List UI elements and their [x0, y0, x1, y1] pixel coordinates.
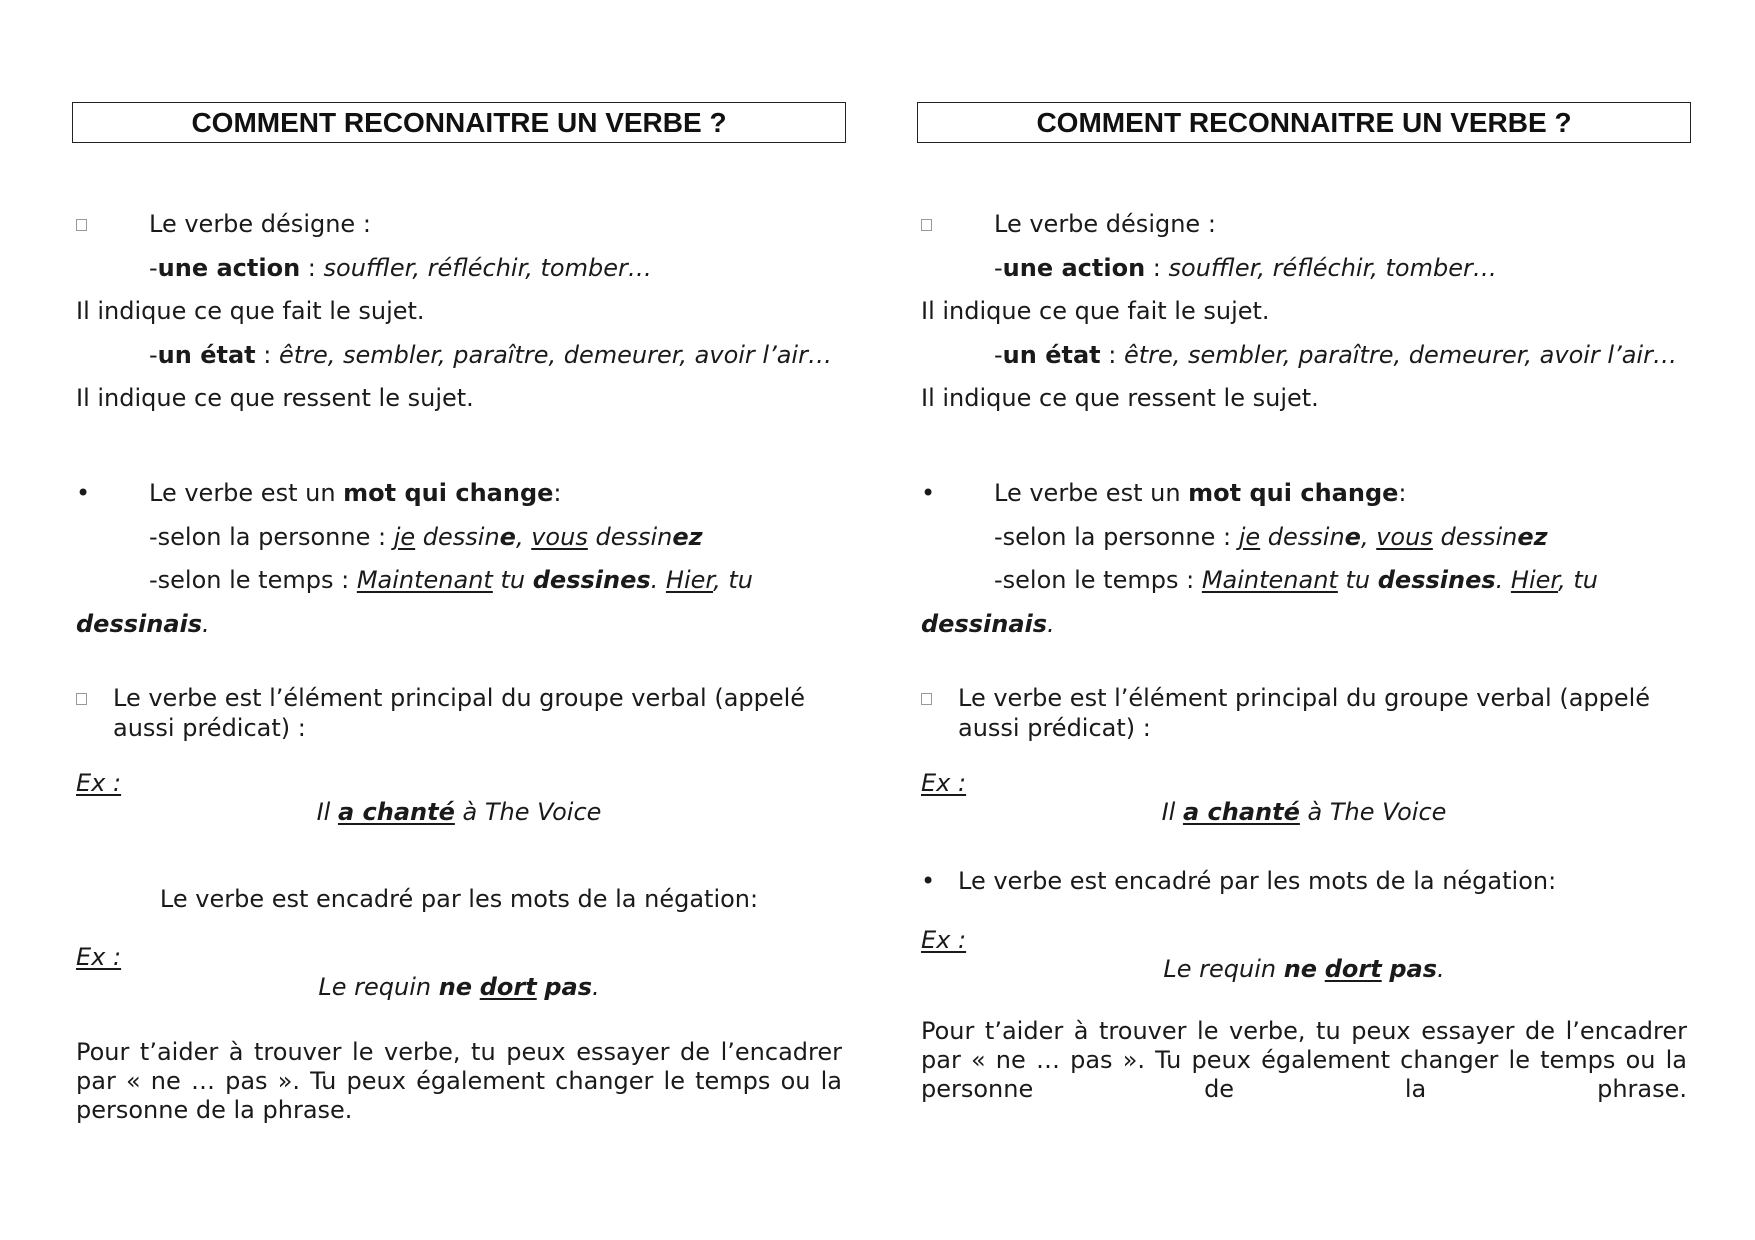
tip-paragraph: Pour t’aider à trouver le verbe, tu peux essayer de l’encadrer par « ne … pas ». Tu peux également changer le temps ou la personne de la phrase.	[76, 1038, 842, 1124]
state-line: -un état : être, sembler, paraître, demeurer, avoir l’air…	[994, 341, 1677, 369]
time-line: -selon le temps : Maintenant tu dessines. Hier, tu	[994, 566, 1598, 594]
example-label: Ex :	[76, 943, 122, 971]
example-sentence: Le requin ne dort pas.	[1163, 955, 1445, 983]
negation-text: Le verbe est encadré par les mots de la négation:	[159, 885, 759, 913]
right-card	[917, 0, 1697, 1240]
bullet-dot: •	[921, 867, 936, 895]
checkbox-bullet-icon	[76, 209, 87, 239]
example-label: Ex :	[76, 769, 122, 797]
example-label: Ex :	[921, 769, 967, 797]
state-line: -un état : être, sembler, paraître, demeurer, avoir l’air…	[149, 341, 832, 369]
bullet-dot: •	[921, 479, 936, 507]
state-note: Il indique ce que ressent le sujet.	[76, 384, 474, 412]
tip-paragraph: Pour t’aider à trouver le verbe, tu peux essayer de l’encadrer par « ne … pas ». Tu peux également changer le temps ou la personne de la phrase.	[921, 1017, 1687, 1103]
example-sentence: Il a chanté à The Voice	[1161, 798, 1447, 826]
principal-element-text: Le verbe est l’élément principal du groupe verbal (appelé aussi prédicat) :	[113, 684, 806, 742]
time-line: -selon le temps : Maintenant tu dessines. Hier, tu	[149, 566, 753, 594]
checkbox-bullet-icon	[921, 683, 932, 713]
example-label: Ex :	[921, 926, 967, 954]
principal-element-text: Le verbe est l’élément principal du groupe verbal (appelé aussi prédicat) :	[958, 684, 1651, 742]
action-note: Il indique ce que fait le sujet.	[921, 297, 1270, 325]
person-line: -selon la personne : je dessine, vous dessinez	[994, 523, 1548, 551]
example-sentence: Il a chanté à The Voice	[316, 798, 602, 826]
bullet-dot: •	[76, 479, 91, 507]
person-line: -selon la personne : je dessine, vous dessinez	[149, 523, 703, 551]
card-title: COMMENT RECONNAITRE UN VERBE ?	[72, 102, 846, 143]
action-note: Il indique ce que fait le sujet.	[76, 297, 425, 325]
change-intro: Le verbe est un mot qui change:	[994, 479, 1407, 507]
designation-intro: Le verbe désigne :	[994, 210, 1216, 238]
state-note: Il indique ce que ressent le sujet.	[921, 384, 1319, 412]
time-line-continued: dessinais.	[76, 610, 210, 638]
example-sentence: Le requin ne dort pas.	[318, 973, 600, 1001]
action-line: -une action : souffler, réfléchir, tomber…	[149, 254, 652, 282]
action-line: -une action : souffler, réfléchir, tomber…	[994, 254, 1497, 282]
change-intro: Le verbe est un mot qui change:	[149, 479, 562, 507]
time-line-continued: dessinais.	[921, 610, 1055, 638]
checkbox-bullet-icon	[76, 683, 87, 713]
left-card	[72, 0, 852, 1240]
card-title: COMMENT RECONNAITRE UN VERBE ?	[917, 102, 1691, 143]
negation-text: Le verbe est encadré par les mots de la négation:	[958, 867, 1557, 895]
checkbox-bullet-icon	[921, 209, 932, 239]
designation-intro: Le verbe désigne :	[149, 210, 371, 238]
